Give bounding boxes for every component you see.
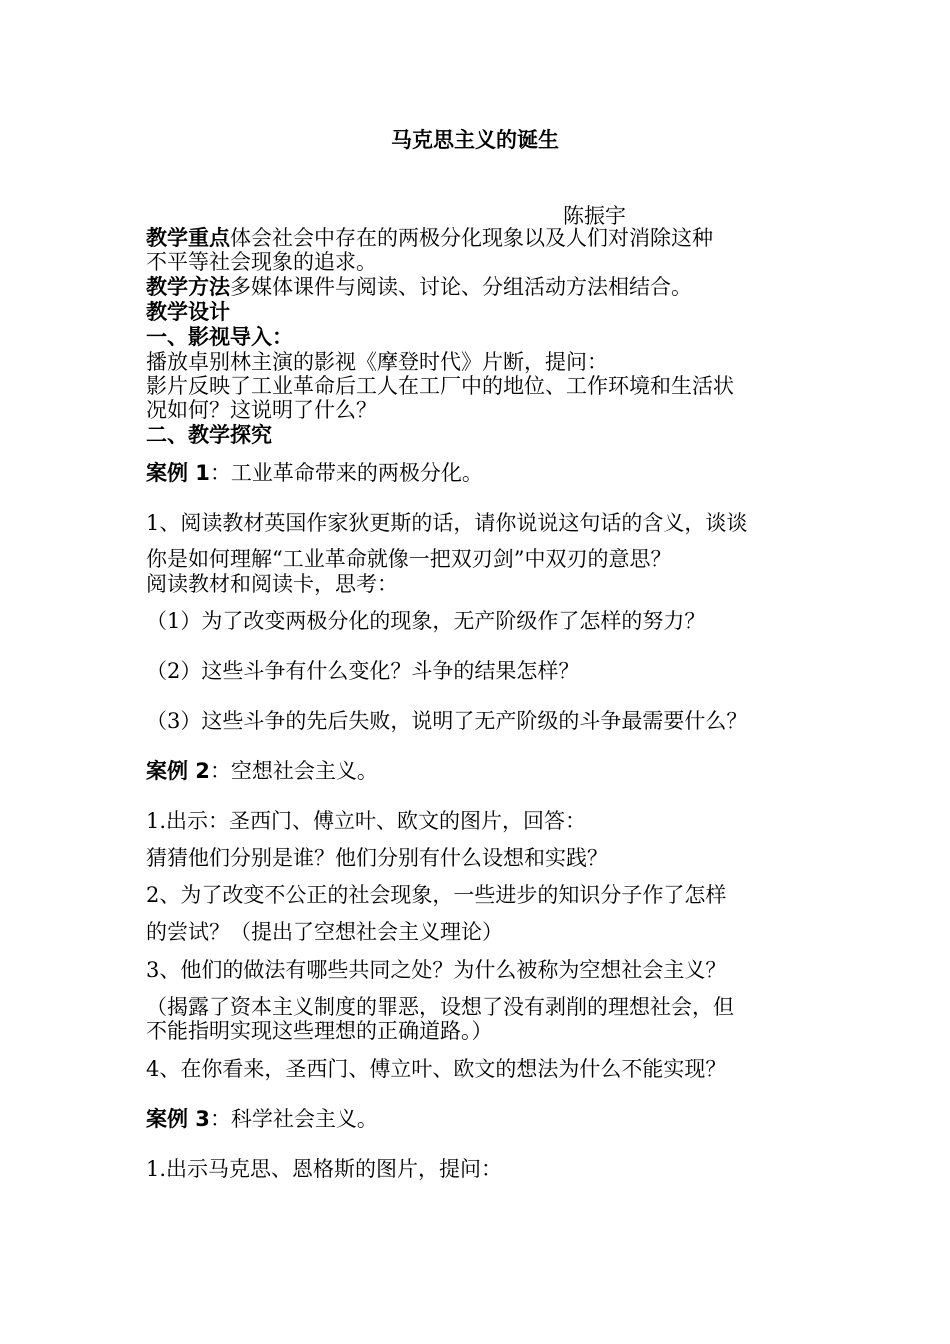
teaching-focus-text: 体会社会中存在的两极分化现象以及人们对消除这种 [230, 226, 713, 250]
author-name: 陈振宇 [563, 204, 626, 228]
case-2-question-1: 1.出示：圣西门、傅立叶、欧文的图片，回答： [146, 809, 587, 833]
teaching-method-label: 教学方法 [146, 275, 230, 299]
case-1-question-1: 1、阅读教材英国作家狄更斯的话，请你说说这句话的含义，谈谈 [146, 511, 748, 535]
case-3-question-1: 1.出示马克思、恩格斯的图片，提问： [146, 1157, 503, 1181]
teaching-method [146, 275, 692, 300]
case-1-label: 案例 1 [146, 461, 210, 485]
case-2-answer-3-continued: 不能指明实现这些理想的正确道路。） [146, 1019, 493, 1043]
design-heading: 教学设计 [146, 300, 230, 324]
teaching-focus [146, 226, 713, 251]
teaching-focus-continued: 不平等社会现象的追求。 [146, 250, 377, 274]
section-1-line-3: 况如何？这说明了什么？ [146, 398, 377, 422]
case-3-heading [146, 1107, 378, 1132]
case-1-heading [146, 461, 483, 486]
case-1-text: ：工业革命带来的两极分化。 [209, 461, 483, 485]
teaching-method-text: 多媒体课件与阅读、讨论、分组活动方法相结合。 [230, 275, 692, 299]
case-2-question-1b: 猜猜他们分别是谁？他们分别有什么设想和实践？ [146, 846, 608, 870]
case-3-label: 案例 3 [146, 1107, 210, 1131]
case-2-label: 案例 2 [146, 759, 210, 783]
teaching-focus-label: 教学重点 [146, 226, 230, 250]
case-1-subquestion-1: （1）为了改变两极分化的现象，无产阶级作了怎样的努力？ [146, 609, 706, 633]
section-1-line-1: 播放卓别林主演的影视《摩登时代》片断，提问： [146, 350, 608, 374]
case-3-text: ：科学社会主义。 [209, 1107, 378, 1131]
document-title: 马克思主义的诞生 [391, 128, 559, 152]
case-2-text: ：空想社会主义。 [209, 759, 378, 783]
case-2-answer-3: （揭露了资本主义制度的罪恶，设想了没有剥削的理想社会，但 [146, 995, 734, 1019]
case-1-reading-prompt: 阅读教材和阅读卡，思考： [146, 572, 398, 596]
case-1-subquestion-3: （3）这些斗争的先后失败，说明了无产阶级的斗争最需要什么？ [146, 709, 748, 733]
section-1-heading: 一、影视导入： [146, 325, 293, 349]
case-2-question-2: 2、为了改变不公正的社会现象，一些进步的知识分子作了怎样 [146, 883, 727, 907]
section-1-line-2: 影片反映了工业革命后工人在工厂中的地位、工作环境和生活状 [146, 374, 734, 398]
case-1-question-1-continued: 你是如何理解“工业革命就像一把双刃剑”中双刃的意思？ [146, 547, 672, 571]
case-1-subquestion-2: （2）这些斗争有什么变化？斗争的结果怎样？ [146, 659, 580, 683]
section-2-heading: 二、教学探究 [146, 423, 272, 447]
case-2-question-4: 4、在你看来，圣西门、傅立叶、欧文的想法为什么不能实现？ [146, 1057, 727, 1081]
case-2-heading [146, 759, 378, 784]
case-2-question-3: 3、他们的做法有哪些共同之处？为什么被称为空想社会主义？ [146, 958, 727, 982]
case-2-question-2-continued: 的尝试？（提出了空想社会主义理论） [146, 920, 503, 944]
